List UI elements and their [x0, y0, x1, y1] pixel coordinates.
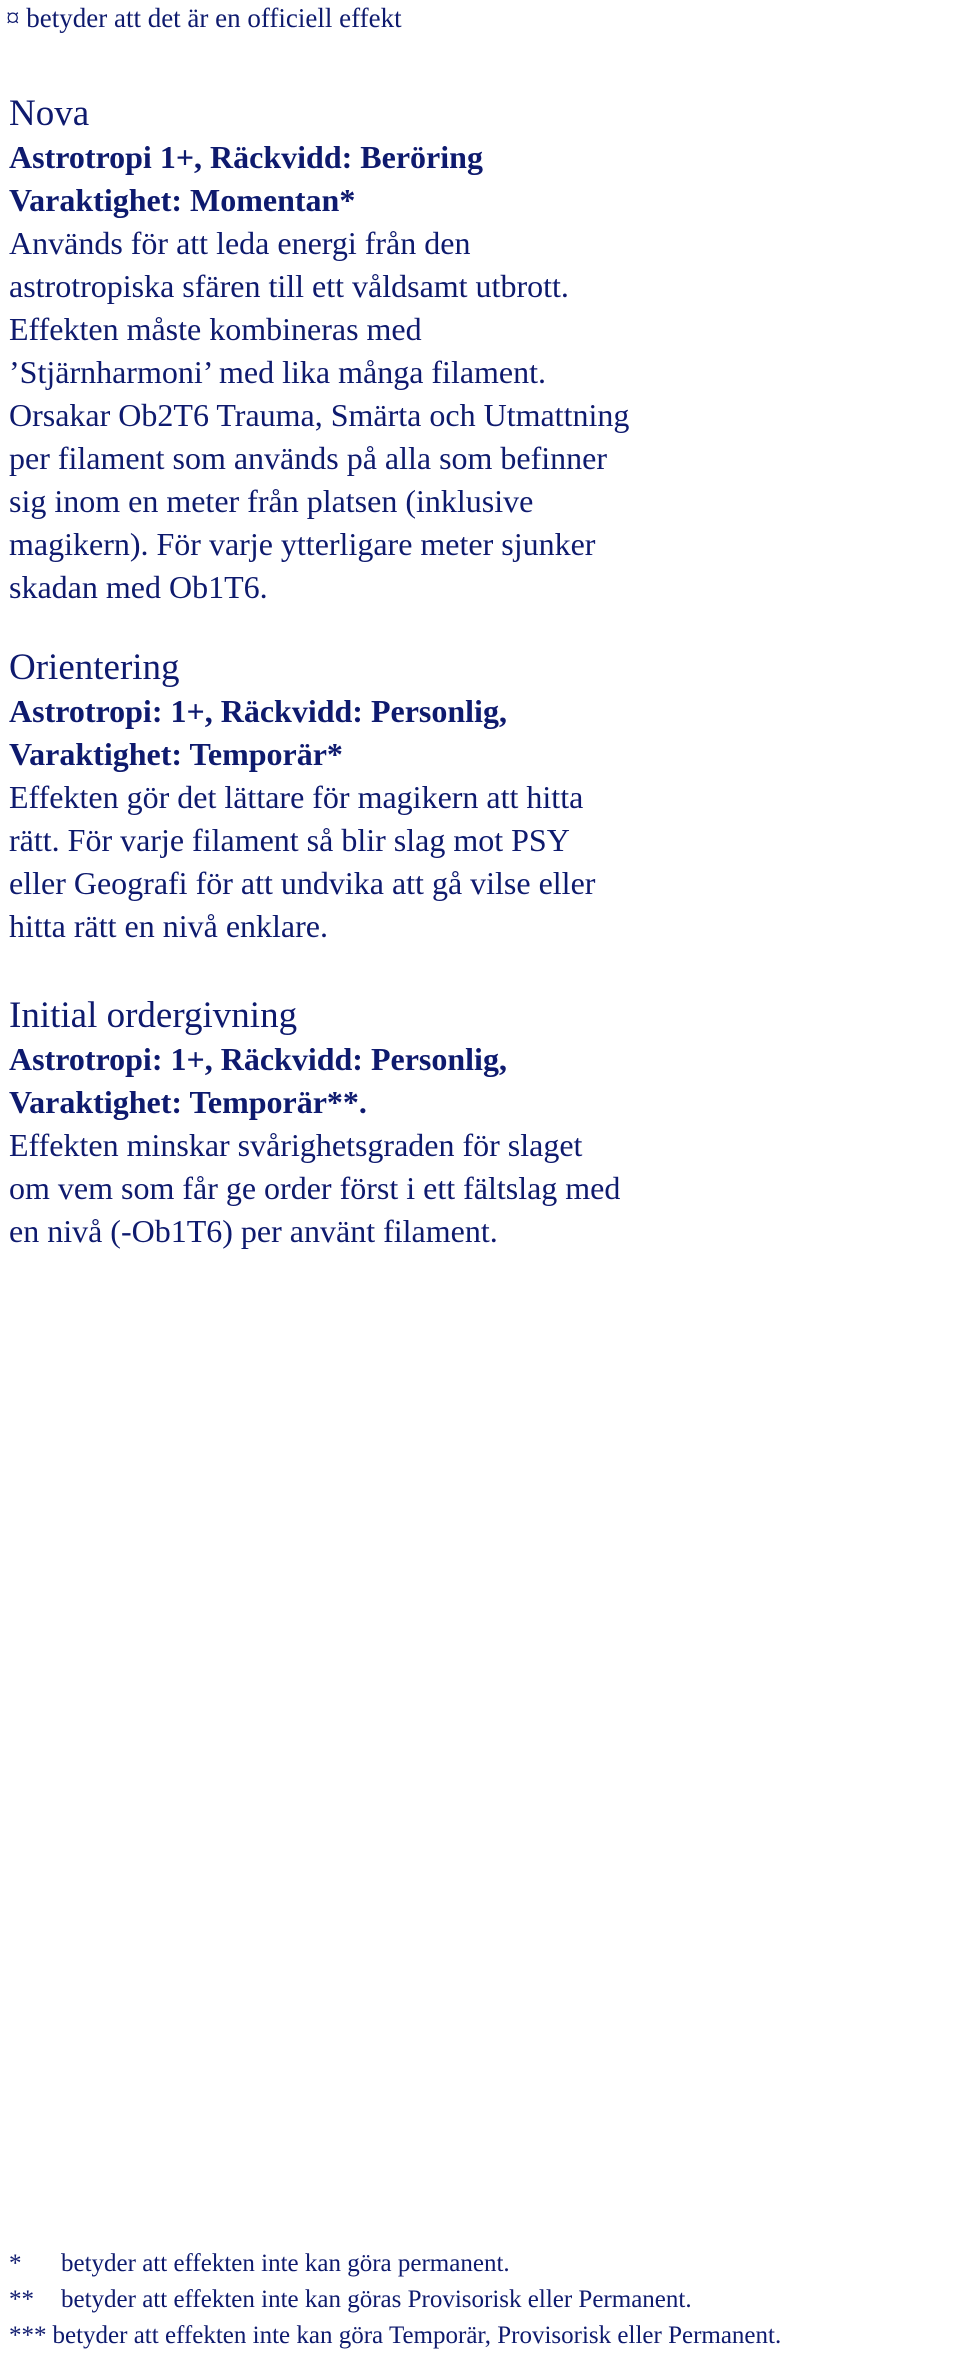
section-orientering [9, 646, 949, 948]
section-title: Initial ordergivning [9, 995, 298, 1036]
section-title: Orientering [9, 647, 180, 688]
footnote-mark: *** [9, 2322, 47, 2349]
footnote-item [9, 2318, 954, 2354]
section-body-line: om vem som får ge order först i ett fältslag med [9, 1170, 621, 1206]
footnote-text: betyder att effekten inte kan göras Provisorisk eller Permanent. [61, 2286, 692, 2313]
section-meta-line: Varaktighet: Temporär* [9, 736, 343, 772]
section-body-line: Effekten gör det lättare för magikern att hitta [9, 779, 584, 815]
section-meta-line: Astrotropi: 1+, Räckvidd: Personlig, [9, 693, 507, 729]
section-body-line: ’Stjärnharmoni’ med lika många filament. [9, 354, 547, 390]
footnote-text: betyder att effekten inte kan göra permanent. [61, 2250, 510, 2277]
section-nova [9, 92, 949, 609]
official-effect-note: ¤ betyder att det är en officiell effekt [6, 3, 402, 33]
section-body-line: en nivå (-Ob1T6) per använt filament. [9, 1213, 498, 1249]
section-meta-line: Varaktighet: Temporär**. [9, 1084, 367, 1120]
section-body-line: sig inom en meter från platsen (inklusive [9, 483, 534, 519]
footnote-item [9, 2282, 954, 2318]
section-body-line: hitta rätt en nivå enklare. [9, 908, 328, 944]
section-body-line: Orsakar Ob2T6 Trauma, Smärta och Utmattning [9, 397, 630, 433]
section-initial-ordergivning [9, 994, 949, 1253]
section-body-line: astrotropiska sfären till ett våldsamt utbrott. [9, 268, 569, 304]
footnote-mark: * [9, 2250, 22, 2277]
footnote-text: betyder att effekten inte kan göra Temporär, Provisorisk eller Permanent. [52, 2322, 782, 2349]
section-meta-line: Varaktighet: Momentan* [9, 182, 356, 218]
footnote-mark: ** [9, 2286, 34, 2313]
section-body-line: Effekten minskar svårighetsgraden för slaget [9, 1127, 583, 1163]
section-body-line: Används för att leda energi från den [9, 225, 471, 261]
section-title: Nova [9, 93, 90, 134]
footnote-item [9, 2246, 954, 2282]
section-meta-line: Astrotropi 1+, Räckvidd: Beröring [9, 139, 483, 175]
section-body-line: rätt. För varje filament så blir slag mot PSY [9, 822, 570, 858]
section-body-line: eller Geografi för att undvika att gå vilse eller [9, 865, 596, 901]
footnotes [9, 2246, 954, 2354]
section-body-line: per filament som används på alla som befinner [9, 440, 608, 476]
section-meta-line: Astrotropi: 1+, Räckvidd: Personlig, [9, 1041, 507, 1077]
section-body-line: skadan med Ob1T6. [9, 569, 268, 605]
section-body-line: magikern). För varje ytterligare meter sjunker [9, 526, 596, 562]
section-body-line: Effekten måste kombineras med [9, 311, 422, 347]
